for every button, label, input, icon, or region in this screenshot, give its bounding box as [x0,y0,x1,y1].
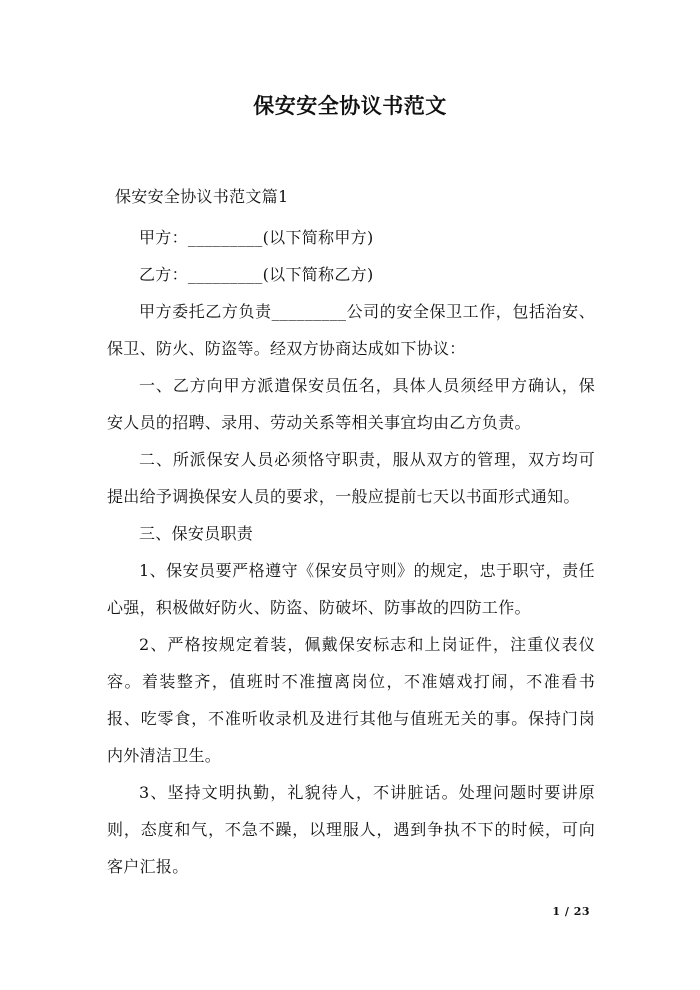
document-title: 保安安全协议书范文 [253,93,447,118]
paragraph-party-b: 乙方：_________(以下简称乙方) [139,265,374,284]
paragraph-intro: 甲方委托乙方负责_________公司的安全保卫工作，包括治安、保卫、防火、防盗等。经双方协商达成如下协议： [107,302,595,358]
paragraph-duty-2: 2、严格按规定着装，佩戴保安标志和上岗证件，注重仪表仪容。着装整齐，值班时不准擅离岗位，不准嬉戏打闹，不准看书报、吃零食，不准听收录机及进行其他与值班无关的事。保持门岗内外清洁卫生。 [107,635,595,765]
paragraph-clause-2: 二、所派保安人员必须恪守职责，服从双方的管理，双方均可提出给予调换保安人员的要求，一般应提前七天以书面形式通知。 [107,450,595,506]
paragraph-duty-3: 3、坚持文明执勤，礼貌待人，不讲脏话。处理问题时要讲原则，态度和气，不急不躁，以理服人，遇到争执不下的时候，可向客户汇报。 [107,783,595,876]
paragraph-clause-3-heading: 三、保安员职责 [139,524,254,543]
page-number: 1 / 23 [552,905,590,918]
section-subtitle: 保安安全协议书范文篇1 [115,187,289,206]
paragraph-clause-1: 一、乙方向甲方派遣保安员伍名，具体人员须经甲方确认，保安人员的招聘、录用、劳动关系等相关事宜均由乙方负责。 [107,376,595,432]
paragraph-duty-1: 1、保安员要严格遵守《保安员守则》的规定，忠于职守，责任心强，积极做好防火、防盗、防破坏、防事故的四防工作。 [107,561,595,617]
paragraph-party-a: 甲方：_________(以下简称甲方) [139,228,374,247]
document-body [107,178,595,885]
